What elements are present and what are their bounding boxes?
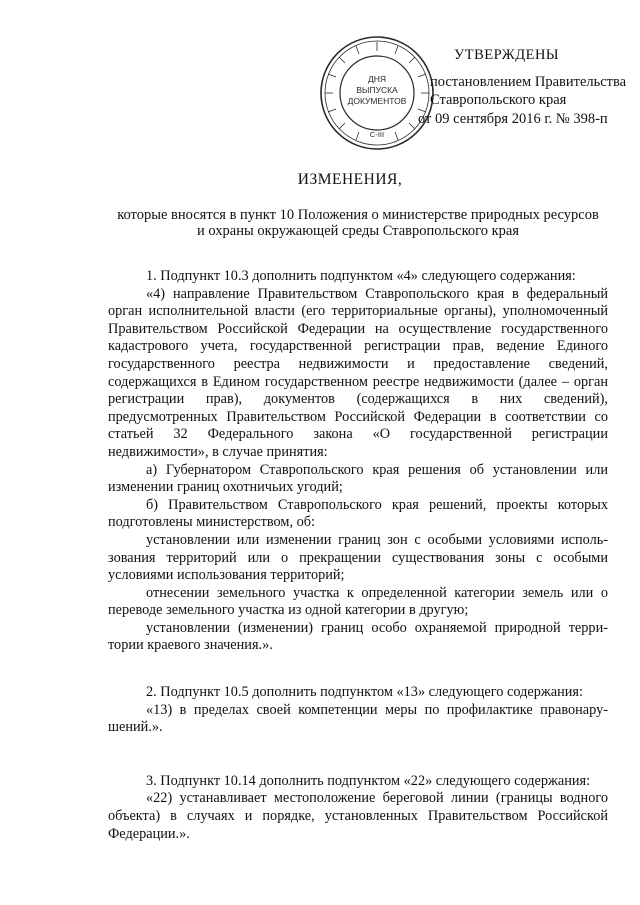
paragraph: установлении или изменении границ зон с особыми условиями использования территорий или о прекращении существования зоны с особыми условиями использования территорий; bbox=[108, 531, 608, 584]
document-title: ИЗМЕНЕНИЯ, bbox=[297, 171, 403, 188]
paragraph: установлении (изменении) границ особо охраняемой природной территории краевого значения.». bbox=[108, 619, 608, 654]
paragraph: отнесении земельного участка к определенной категории земель или о переводе земельного участка из одной категории в другую; bbox=[108, 584, 608, 619]
stamp-center-line-3: ДОКУМЕНТОВ bbox=[347, 96, 407, 106]
document-body bbox=[108, 268, 608, 843]
approval-heading: УТВЕРЖДЕНЫ bbox=[454, 47, 560, 63]
subtitle-line-1: которые вносятся в пункт 10 Положения о министерстве природных ресурсов bbox=[117, 207, 599, 223]
subtitle-line-2: и охраны окружающей среды Ставропольского края bbox=[197, 223, 519, 239]
paragraph: «4) направление Правительством Ставропольского края в федеральный орган исполнительной власти (его территориальные органы), уполномоченный Правительством Российской Федерации на осуществление государственного кадастрового учета, государственной регистрации прав, ведение Единого государственного реестра недвижимости и предоставление сведений, содержащихся в Едином государственном реестре недвижимости (далее – орган регистрации прав), документов (содержащихся в них сведений), предусмотренных Правительством Российской Федерации в соответствии со статьей 32 Федерального закона «О государственной регистрации недвижимости», в случае принятия: bbox=[108, 285, 608, 460]
stamp-code: С-III bbox=[369, 130, 385, 139]
approval-block bbox=[418, 46, 628, 128]
paragraph: «13) в пределах своей компетенции меры по профилактике правонарушений.». bbox=[108, 701, 608, 736]
document-subtitle bbox=[108, 207, 608, 239]
stamp-center-line-2: ВЫПУСКА bbox=[356, 85, 398, 95]
approval-date: от 09 сентября 2016 г. № 398-п bbox=[418, 110, 608, 127]
approval-line-2: постановлением Правительства bbox=[430, 73, 627, 90]
paragraph: а) Губернатором Ставропольского края решения об установлении или изменении границ охотничьих угодий; bbox=[108, 461, 608, 496]
paragraph: «22) устанавливает местоположение береговой линии (границы водного объекта) в случаях и порядке, установленных Правительством Российской Федерации.». bbox=[108, 790, 608, 842]
paragraph: 3. Подпункт 10.14 дополнить подпунктом «22» следующего содержания: bbox=[146, 772, 591, 789]
paragraph: б) Правительством Ставропольского края решений, проекты которых подготовлены министерством, об: bbox=[108, 496, 608, 531]
approval-line-3: Ставропольского края bbox=[430, 92, 567, 108]
paragraph: 2. Подпункт 10.5 дополнить подпунктом «13» следующего содержания: bbox=[146, 684, 583, 701]
paragraph: 1. Подпункт 10.3 дополнить подпунктом «4» следующего содержания: bbox=[146, 268, 576, 284]
stamp-center-line-1: ДНЯ bbox=[367, 74, 387, 84]
